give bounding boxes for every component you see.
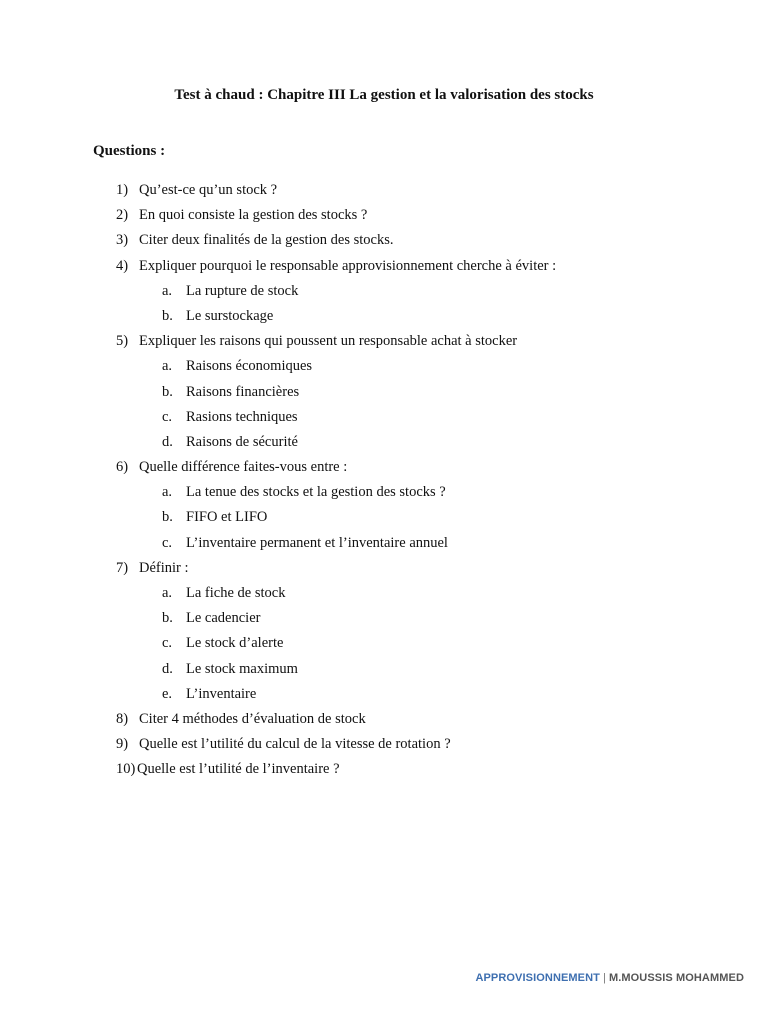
sub-question-text: Rasions techniques: [186, 408, 298, 425]
question-item: [0, 707, 768, 732]
sub-question-item: [0, 405, 768, 430]
sub-question-text: L’inventaire permanent et l’inventaire annuel: [186, 534, 448, 551]
question-number: 10): [116, 761, 136, 778]
sub-question-text: Le stock d’alerte: [186, 635, 284, 652]
question-item: [0, 203, 768, 228]
question-number: 2): [116, 207, 129, 224]
question-number: 8): [116, 710, 129, 727]
sub-question-text: L’inventaire: [186, 685, 257, 702]
question-number: 5): [116, 333, 129, 350]
questions-heading: Questions :: [93, 143, 166, 159]
sub-question-letter: e.: [162, 685, 173, 702]
question-text: Citer 4 méthodes d’évaluation de stock: [139, 710, 366, 727]
sub-question-letter: c.: [162, 534, 173, 551]
sub-question-text: FIFO et LIFO: [186, 509, 268, 526]
sub-question-item: [0, 505, 768, 530]
question-number: 6): [116, 459, 129, 476]
questions-list: [0, 178, 768, 783]
question-text: Citer deux finalités de la gestion des stocks.: [139, 232, 394, 249]
sub-question-letter: b.: [162, 383, 173, 400]
question-item: [0, 455, 768, 480]
question-item: [0, 556, 768, 581]
question-text: Quelle différence faites-vous entre :: [139, 459, 348, 476]
sub-question-letter: a.: [162, 358, 173, 375]
question-item: [0, 329, 768, 354]
question-number: 9): [116, 736, 129, 753]
sub-question-letter: b.: [162, 610, 173, 627]
question-number: 1): [116, 182, 129, 198]
sub-question-letter: c.: [162, 408, 173, 425]
sub-question-letter: c.: [162, 635, 173, 652]
question-text: Expliquer pourquoi le responsable approvisionnement cherche à éviter :: [139, 257, 557, 274]
question-item: [0, 178, 768, 203]
question-text: Quelle est l’utilité de l’inventaire ?: [137, 761, 340, 778]
question-text: Qu’est-ce qu’un stock ?: [139, 182, 278, 198]
question-item: [0, 254, 768, 279]
question-item: [0, 757, 768, 782]
question-number: 4): [116, 257, 129, 274]
question-text: Quelle est l’utilité du calcul de la vitesse de rotation ?: [139, 736, 451, 753]
footer-author: M.MOUSSIS MOHAMMED: [608, 972, 744, 984]
question-item: [0, 732, 768, 757]
footer-course: APPROVISIONNEMENT: [475, 972, 600, 984]
sub-question-item: [0, 682, 768, 707]
sub-question-text: La fiche de stock: [186, 585, 286, 601]
sub-question-text: Raisons de sécurité: [186, 433, 298, 450]
sub-question-letter: a.: [162, 484, 173, 501]
sub-question-letter: d.: [162, 433, 173, 450]
sub-question-text: Le surstockage: [186, 307, 274, 324]
sub-question-text: La rupture de stock: [186, 282, 299, 299]
sub-question-item: [0, 657, 768, 682]
sub-question-letter: a.: [162, 282, 173, 299]
sub-question-letter: b.: [162, 307, 173, 324]
sub-question-text: Le cadencier: [186, 610, 261, 627]
sub-question-item: [0, 354, 768, 379]
page-footer: [475, 972, 744, 984]
question-text: Expliquer les raisons qui poussent un responsable achat à stocker: [139, 333, 518, 350]
sub-question-text: Le stock maximum: [186, 660, 298, 677]
sub-question-item: [0, 304, 768, 329]
question-number: 7): [116, 559, 129, 576]
sub-question-item: [0, 279, 768, 304]
document-title: Test à chaud : Chapitre III La gestion et la valorisation des stocks: [174, 87, 594, 103]
footer-separator: |: [603, 972, 606, 984]
question-text: En quoi consiste la gestion des stocks ?: [139, 207, 368, 224]
sub-question-item: [0, 631, 768, 656]
sub-question-letter: d.: [162, 660, 173, 677]
sub-question-item: [0, 430, 768, 455]
sub-question-letter: a.: [162, 585, 173, 601]
sub-question-item: [0, 380, 768, 405]
sub-question-item: [0, 606, 768, 631]
sub-question-item: [0, 531, 768, 556]
sub-question-item: [0, 581, 768, 606]
sub-question-text: La tenue des stocks et la gestion des stocks ?: [186, 484, 446, 501]
question-number: 3): [116, 232, 129, 249]
question-item: [0, 228, 768, 253]
sub-question-text: Raisons économiques: [186, 358, 313, 375]
sub-question-text: Raisons financières: [186, 383, 300, 400]
sub-question-item: [0, 480, 768, 505]
sub-question-letter: b.: [162, 509, 173, 526]
question-text: Définir :: [139, 559, 189, 576]
